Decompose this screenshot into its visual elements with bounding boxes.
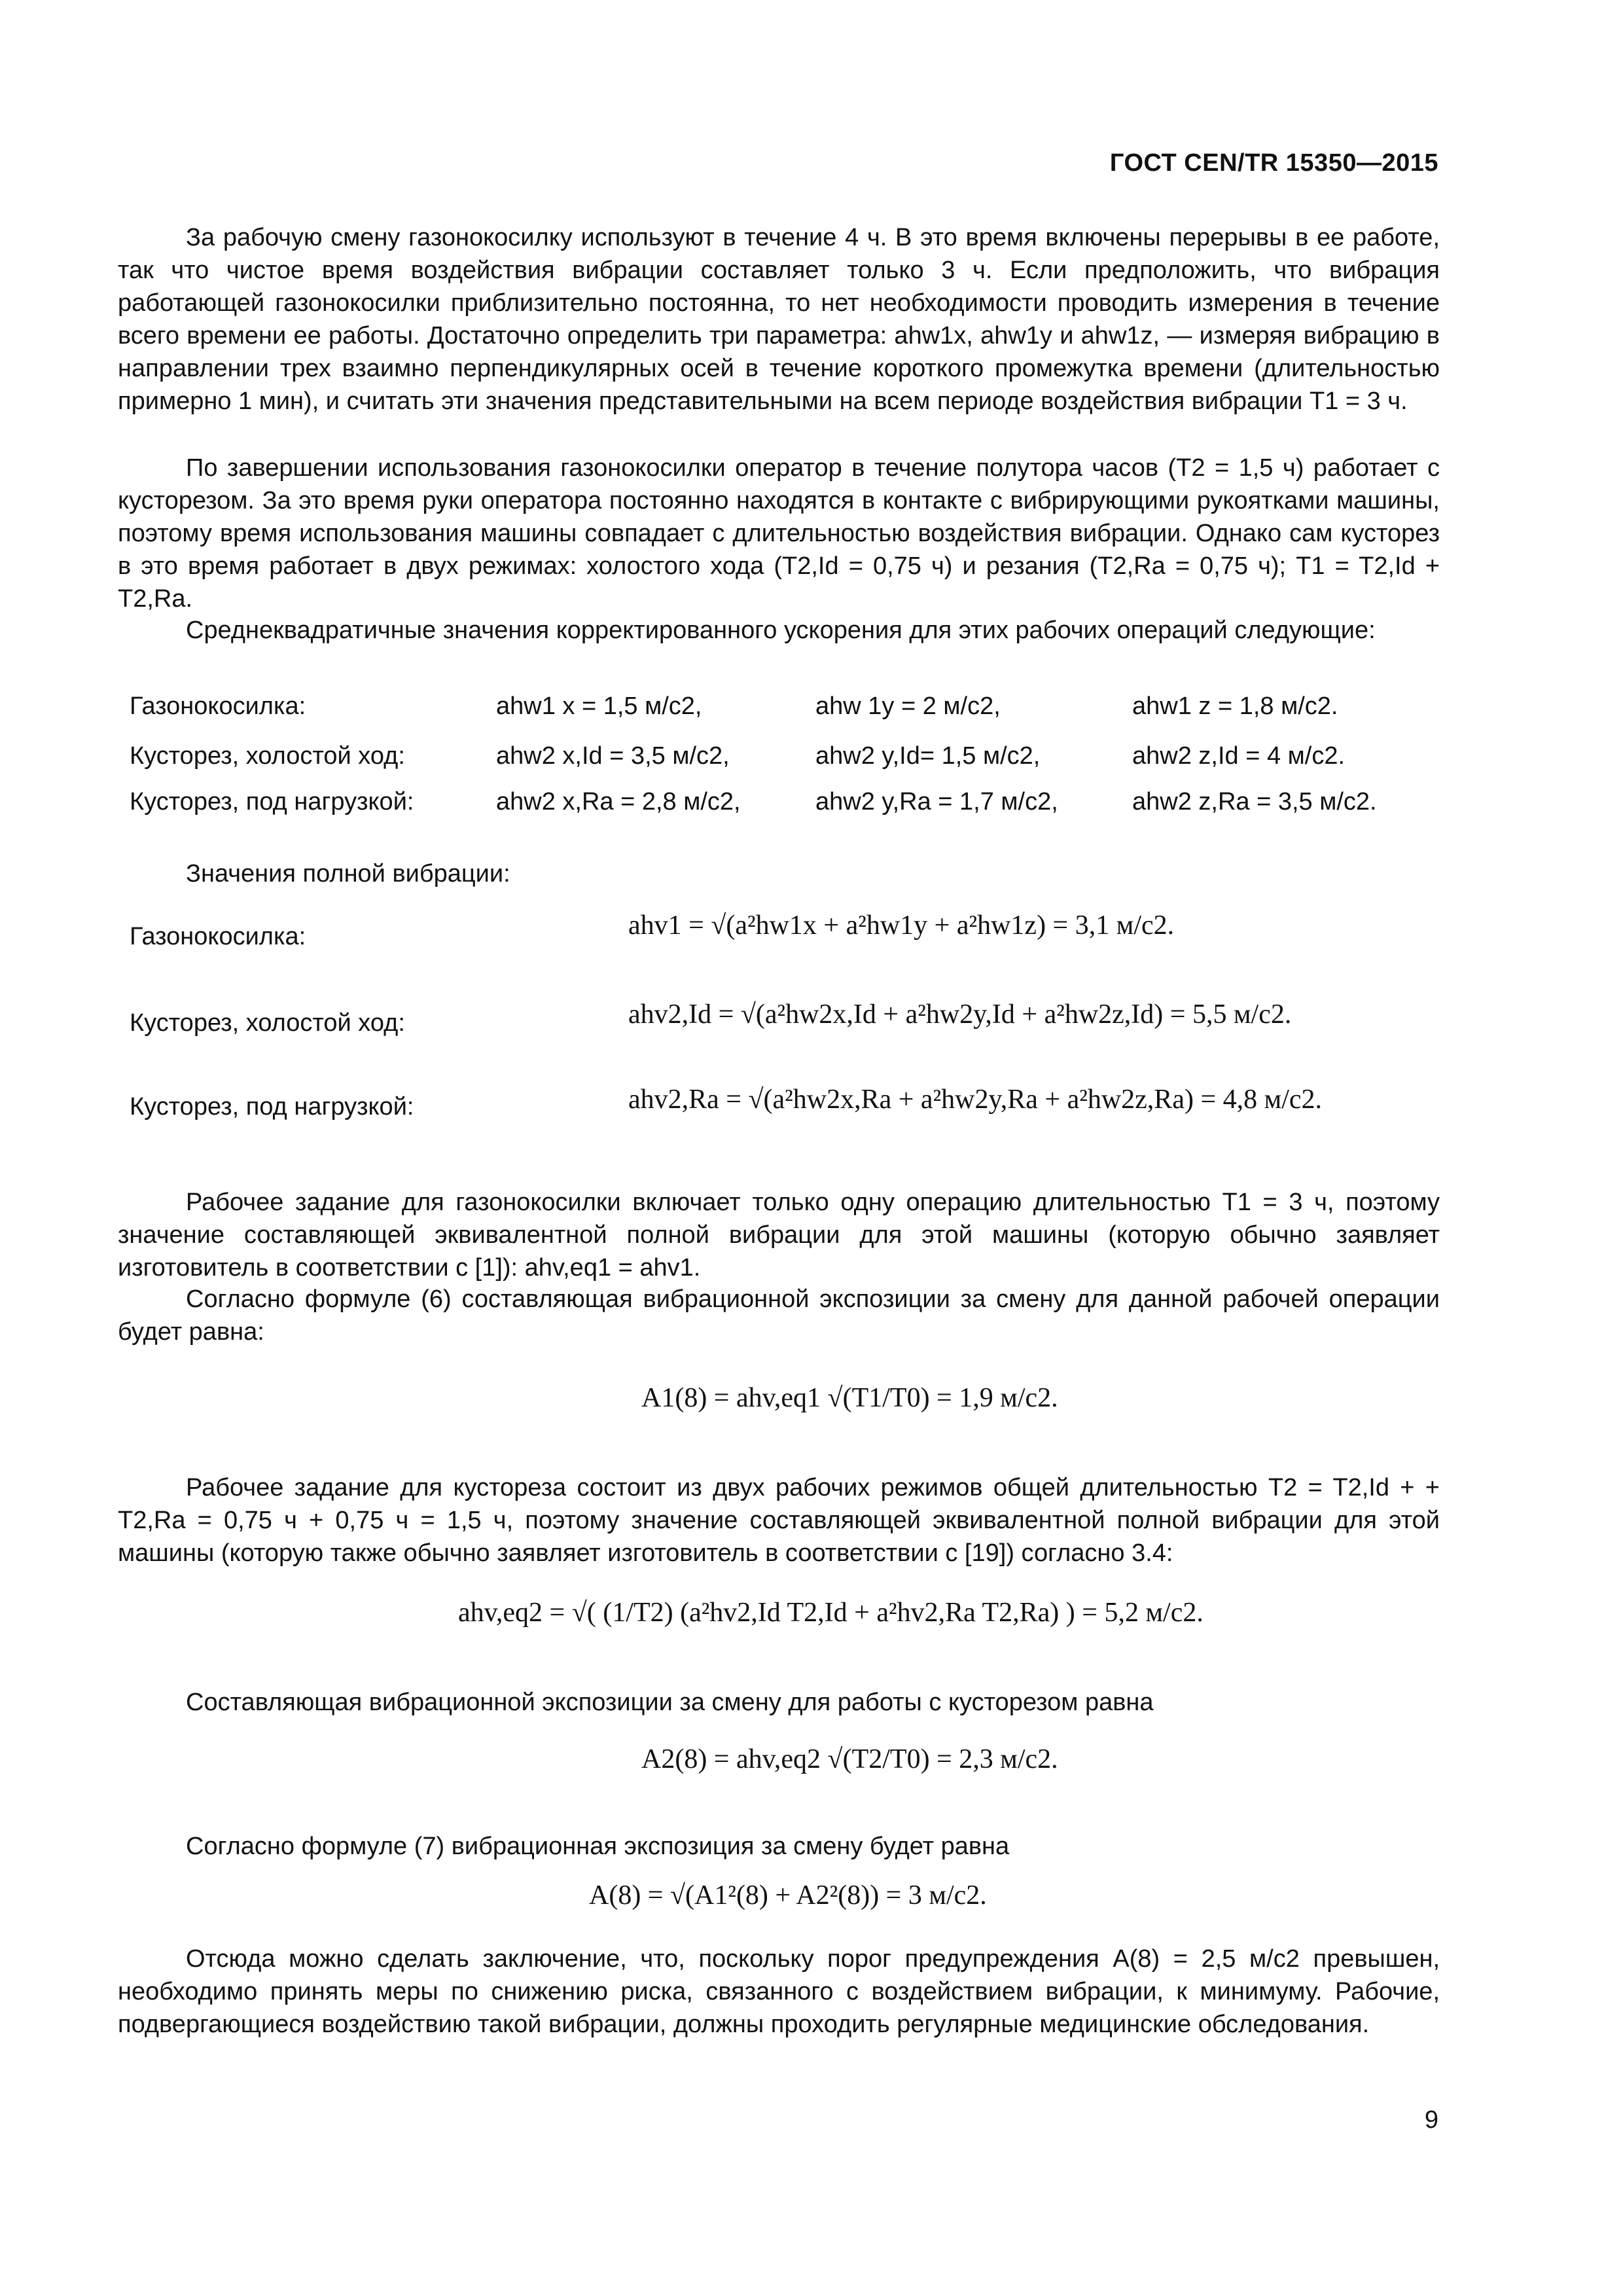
document-id: ГОСТ CEN/TR 15350—2015 [1109,149,1438,177]
formula-ahv-eq2: ahv,eq2 = √( (1/T2) (a²hv2,Id T2,Id + a²hv2,Ra T2,Ra) ) = 5,2 м/с2. [458,1598,1204,1628]
row-label: Кусторез, холостой ход: [130,742,405,770]
formula-A2: A2(8) = ahv,eq2 √(T2/T0) = 2,3 м/с2. [641,1744,1058,1774]
total-label-idle: Кусторез, холостой ход: [130,1009,405,1037]
value-z: ahw2 z,Id = 4 м/с2. [1132,742,1346,770]
paragraph-rms-intro: Среднеквадратичные значения корректированного ускорения для этих рабочих операций следующие: [186,617,1376,644]
value-x: ahw2 x,Id = 3,5 м/с2, [496,742,730,770]
value-x: ahw2 x,Ra = 2,8 м/с2, [496,788,741,816]
table-row [130,692,1425,732]
row-label: Газонокосилка: [130,692,306,720]
value-x: ahw1 x = 1,5 м/с2, [496,692,702,720]
paragraph-brushcutter-task: Рабочее задание для кустореза состоит из двух рабочих режимов общей длительностью T2 = T2,Id + + T2,Ra = 0,75 ч + 0,75 ч = 1,5 ч, поэтому значение составляющей эквивалентной полной вибрации для этой машины (которую также обычно заявляет изготовитель в соответствии с [19]) согласно 3.4: [118,1474,1440,1567]
paragraph-conclusion: Отсюда можно сделать заключение, что, поскольку порог предупреждения A(8) = 2,5 м/с2 превышен, необходимо принять меры по снижению риска, связанного с воздействием вибрации, к минимуму. Рабочие, подвергающиеся воздействию такой вибрации, должны проходить регулярные медицинские обследования. [118,1945,1440,2038]
total-label-mower: Газонокосилка: [130,923,306,950]
table-row [130,742,1425,781]
table-row [130,788,1425,827]
paragraph-intro: За рабочую смену газонокосилку используют в течение 4 ч. В это время включены перерывы в ее работе, так что чистое время воздействия вибрации составляет только 3 ч. Если предположить, что вибрация работающей газонокосилки приблизительно постоянна, то нет необходимости проводить измерения в течение всего времени ее работы. Достаточно определить три параметра: ahw1x, ahw1y и ahw1z, — измеряя вибрацию в направлении трех взаимно перпендикулярных осей в течение короткого промежутка времени (длительностью примерно 1 мин), и считать эти значения представительными на всем периоде воздействия вибрации T1 = 3 ч. [118,224,1440,415]
paragraph-formula7: Согласно формуле (7) вибрационная экспозиция за смену будет равна [186,1833,1010,1860]
formula-A8: A(8) = √(A1²(8) + A2²(8)) = 3 м/с2. [589,1880,987,1910]
formula-ahv1: ahv1 = √(a²hw1x + a²hw1y + a²hw1z) = 3,1 м/с2. [628,910,1175,941]
paragraph-total-vibration: Значения полной вибрации: [186,860,510,888]
value-y: ahw2 y,Id= 1,5 м/с2, [815,742,1041,770]
formula-ahv2-load: ahv2,Ra = √(a²hw2x,Ra + a²hw2y,Ra + a²hw2z,Ra) = 4,8 м/с2. [628,1085,1323,1115]
formula-ahv2-idle: ahv2,Id = √(a²hw2x,Id + a²hw2y,Id + a²hw2z,Id) = 5,5 м/с2. [628,999,1292,1030]
total-label-load: Кусторез, под нагрузкой: [130,1093,414,1121]
value-z: ahw2 z,Ra = 3,5 м/с2. [1132,788,1377,816]
page-number: 9 [1424,2106,1438,2134]
paragraph-brushcutter: По завершении использования газонокосилки оператор в течение полутора часов (T2 = 1,5 ч) работает с кусторезом. За это время руки оператора постоянно находятся в контакте с вибрирующими рукоятками машины, поэтому время использования машины совпадает с длительностью воздействия вибрации. Однако сам кусторез в это время работает в двух режимах: холостого хода (T2,Id = 0,75 ч) и резания (T2,Ra = 0,75 ч); T1 = T2,Id + T2,Ra. [118,454,1440,613]
paragraph-brushcutter-exposure: Составляющая вибрационной экспозиции за смену для работы с кусторезом равна [186,1689,1154,1716]
formula-A1: A1(8) = ahv,eq1 √(T1/T0) = 1,9 м/с2. [641,1383,1058,1413]
value-z: ahw1 z = 1,8 м/с2. [1132,692,1338,720]
value-y: ahw 1y = 2 м/с2, [815,692,1001,720]
paragraph-formula6: Согласно формуле (6) составляющая вибрационной экспозиции за смену для данной рабочей операции будет равна: [118,1285,1440,1346]
value-y: ahw2 y,Ra = 1,7 м/с2, [815,788,1058,816]
paragraph-mower-task: Рабочее задание для газонокосилки включает только одну операцию длительностью T1 = 3 ч, поэтому значение составляющей эквивалентной полной вибрации для этой машины (которую обычно заявляет изготовитель в соответствии с [1]): ahv,eq1 = ahv1. [118,1189,1440,1282]
row-label: Кусторез, под нагрузкой: [130,788,414,816]
